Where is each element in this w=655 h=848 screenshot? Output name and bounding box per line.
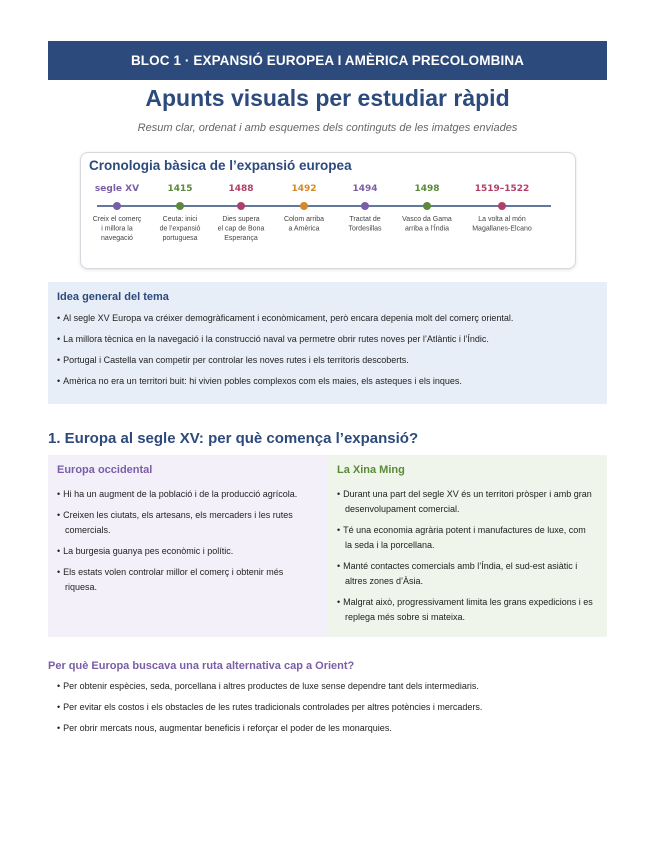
europa-list xyxy=(57,487,315,601)
idea-general-box xyxy=(48,282,607,404)
timeline-dot xyxy=(300,202,308,210)
why-list xyxy=(57,681,607,744)
timeline-date: segle XV xyxy=(94,184,140,194)
timeline-dot xyxy=(498,202,506,210)
idea-item: • La millora tècnica en la navegació i la construcció naval va permetre obrir rutes noves per l’Atlàntic i l’Índic. xyxy=(57,334,602,345)
idea-item: • Al segle XV Europa va créixer demogràficament i econòmicament, però encara depenia molt del comerç oriental. xyxy=(57,313,602,324)
timeline-date: 1415 xyxy=(167,184,193,194)
timeline-desc: de l’expansió xyxy=(159,225,201,233)
timeline-desc: navegació xyxy=(101,235,133,242)
timeline-dot xyxy=(113,202,121,210)
europa-occidental-column xyxy=(48,455,328,637)
timeline-desc: Creix el comerç xyxy=(92,216,142,223)
timeline-title: Cronologia bàsica de l’expansió europea xyxy=(89,158,352,173)
timeline-date: 1488 xyxy=(228,184,254,194)
timeline-desc: Esperança xyxy=(224,235,258,242)
timeline-desc: Magallanes-Elcano xyxy=(472,225,532,233)
timeline-dot xyxy=(423,202,431,210)
why-item: • Per obtenir espècies, seda, porcellana i altres productes de luxe sense dependre tant dels intermediaris. xyxy=(57,681,607,692)
why-item: • Per obrir mercats nous, augmentar beneficis i reforçar el poder de les monarquies. xyxy=(57,723,607,734)
why-item: • Per evitar els costos i els obstacles de les rutes tradicionals controlades per altres potències i mercaders. xyxy=(57,702,607,713)
timeline-desc: Colom arriba xyxy=(283,216,325,223)
timeline-desc: La volta al món xyxy=(478,216,526,223)
timeline-date: 1494 xyxy=(352,184,378,194)
idea-heading: Idea general del tema xyxy=(57,291,169,303)
europa-item: • La burgesia guanya pes econòmic i polític. xyxy=(57,544,315,559)
section-1-heading: 1. Europa al segle XV: per què comença l’expansió? xyxy=(48,430,419,447)
idea-list xyxy=(57,313,602,397)
timeline-dot xyxy=(361,202,369,210)
europa-item: • Hi ha un augment de la població i de la producció agrícola. xyxy=(57,487,315,502)
xina-item: • Malgrat això, progressivament limita les grans expedicions i es replega més sobre si mateixa. xyxy=(337,595,595,625)
timeline-date: 1519–1522 xyxy=(474,184,530,194)
timeline-desc: Ceuta: inici xyxy=(162,216,198,223)
timeline-date: 1498 xyxy=(414,184,440,194)
timeline-desc: el cap de Bona xyxy=(217,225,265,233)
why-heading: Per què Europa buscava una ruta alternativa cap a Orient? xyxy=(48,660,355,672)
timeline-chart xyxy=(81,153,575,268)
timeline-card xyxy=(80,152,576,269)
timeline-dot xyxy=(176,202,184,210)
timeline-desc: Tractat de xyxy=(349,216,381,223)
europa-heading: Europa occidental xyxy=(57,464,153,476)
timeline-desc: i millora la xyxy=(101,225,133,233)
europa-item: • Els estats volen controlar millor el comerç i obtenir més riquesa. xyxy=(57,565,315,595)
xina-heading: La Xina Ming xyxy=(337,464,405,476)
page-subtitle: Resum clar, ordenat i amb esquemes dels continguts de les imatges enviades xyxy=(137,122,518,134)
timeline-date: 1492 xyxy=(291,184,317,194)
europa-item: • Creixen les ciutats, els artesans, els mercaders i les rutes comercials. xyxy=(57,508,315,538)
timeline-desc: arriba a l’Índia xyxy=(405,225,449,233)
xina-list xyxy=(337,487,595,631)
xina-item: • Té una economia agrària potent i manufactures de luxe, com la seda i la porcellana. xyxy=(337,523,595,553)
timeline-desc: portuguesa xyxy=(162,235,198,242)
bloc-banner: BLOC 1 · EXPANSIÓ EUROPEA I AMÈRICA PRECOLOMBINA xyxy=(48,41,607,80)
xina-ming-column xyxy=(328,455,607,637)
timeline-dot xyxy=(237,202,245,210)
idea-item: • Portugal i Castella van competir per controlar les noves rutes i els territoris descoberts. xyxy=(57,355,602,366)
xina-item: • Manté contactes comercials amb l’Índia, el sud-est asiàtic i altres zones d’Àsia. xyxy=(337,559,595,589)
timeline-desc: a Amèrica xyxy=(288,225,320,233)
timeline-desc: Vasco da Gama xyxy=(402,216,452,223)
timeline-desc: Dies supera xyxy=(222,216,260,223)
idea-item: • Amèrica no era un territori buit: hi vivien pobles complexos com els maies, els asteques i els inques. xyxy=(57,376,602,387)
timeline-desc: Tordesillas xyxy=(348,225,382,233)
xina-item: • Durant una part del segle XV és un territori pròsper i amb gran desenvolupament comercial. xyxy=(337,487,595,517)
page-title: Apunts visuals per estudiar ràpid xyxy=(145,85,510,111)
